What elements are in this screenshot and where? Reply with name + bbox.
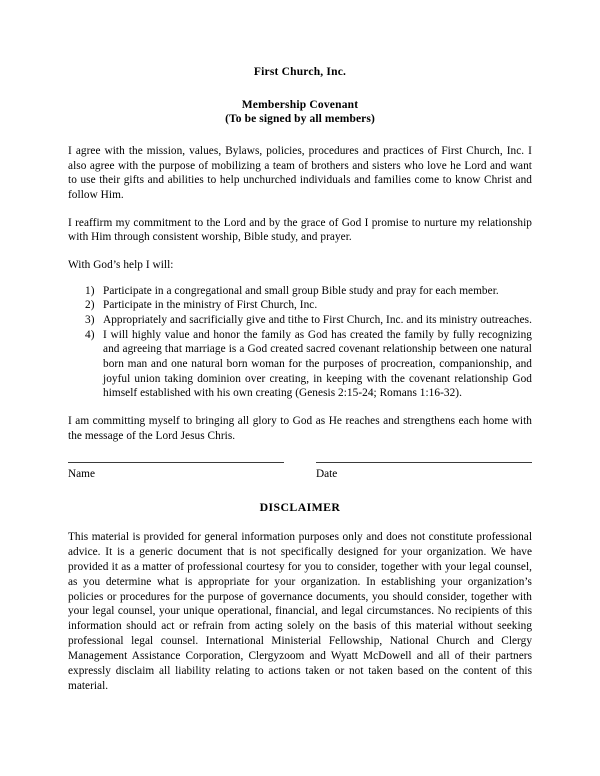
- organization-title: First Church, Inc.: [253, 66, 347, 78]
- date-signature-block: [316, 462, 532, 482]
- list-item-number: 3): [85, 314, 95, 327]
- signature-row: [68, 462, 532, 482]
- list-item-text: Participate in a congregational and small group Bible study and pray for each member.: [103, 284, 499, 297]
- date-label: Date: [316, 468, 338, 481]
- commitments-list: [68, 284, 532, 401]
- list-item-number: 2): [85, 299, 95, 312]
- list-item: [68, 284, 532, 299]
- covenant-title: Membership Covenant: [241, 99, 359, 111]
- list-item-text: Appropriately and sacrificially give and tithe to First Church, Inc. and its ministry outreaches.: [103, 314, 533, 327]
- covenant-subtitle: (To be signed by all members): [225, 113, 375, 126]
- disclaimer-paragraph: This material is provided for general information purposes only and does not constitute professional advice. It is a generic document that is not specifically designed for your organization. We have provided it as a matter of professional courtesy for you to consider, together with your legal counsel, as you determine what is appropriate for your organization. In establishing your organization’s policies or procedures for the purpose of governance documents, you should consider, together with your legal counsel, your unique operational, financial, and legal circumstances. No recipients of this information should act or refrain from acting solely on the basis of this material without seeking professional legal counsel. International Ministerial Fellowship, National Church and Clergy Management Assistance Corporation, Clergyzoom and Wyatt McDowell and all of their partners expressly disclaim all liability relating to actions taken or not taken based on the content of this material.: [68, 531, 532, 692]
- list-item: [68, 328, 532, 401]
- disclaimer-heading: DISCLAIMER: [259, 500, 341, 515]
- list-intro-text: With God’s help I will:: [68, 259, 174, 272]
- list-item-number: 4): [85, 328, 95, 341]
- document-body: [68, 66, 532, 693]
- list-item-text: I will highly value and honor the family as God has created the family by fully recognizing and agreeing that marriage is a God created sacred covenant relationship between one natural born man and one natural born woman for the purposes of procreation, companionship, and joyful union taking dominion over creating, in keeping with the covenant relationship God himself established with his own creating (Genesis 2:15-24; Romans 1:16-32).: [103, 328, 532, 400]
- list-item-number: 1): [85, 284, 95, 297]
- closing-paragraph: I am committing myself to bringing all glory to God as He reaches and strengthens each home with the message of the Lord Jesus Chris.: [68, 415, 532, 442]
- agreement-paragraph: I agree with the mission, values, Bylaws, policies, procedures and practices of First Church, Inc. I also agree with the purpose of mobilizing a team of brothers and sisters who love he Lord and want to use their gifts and abilities to help unchurched individuals and families come to know Christ and follow Him.: [68, 145, 532, 202]
- name-signature-block: [68, 462, 284, 482]
- list-item: [68, 298, 532, 313]
- name-label: Name: [68, 468, 95, 481]
- list-item: [68, 313, 532, 328]
- reaffirmation-paragraph: I reaffirm my commitment to the Lord and by the grace of God I promise to nurture my relationship with Him through consistent worship, Bible study, and prayer.: [68, 216, 532, 244]
- list-item-text: Participate in the ministry of First Church, Inc.: [103, 299, 318, 312]
